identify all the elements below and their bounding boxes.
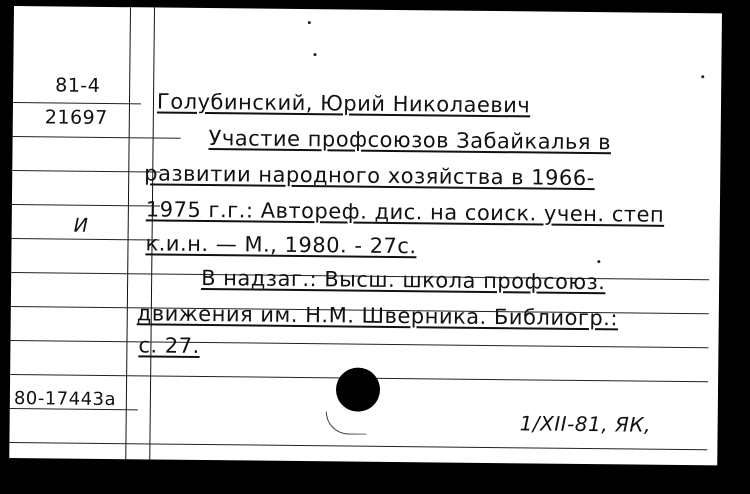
note-line-1: В надзаг.: Высш. школа профсоюз. [201, 265, 606, 295]
title-line-2: развитии народного хозяйства в 1966- [144, 161, 595, 191]
ruled-line [12, 238, 160, 241]
scan-speck [308, 21, 311, 24]
date-stamp: 1/XII-81, ЯК, [519, 411, 652, 437]
call-number-bottom: 21697 [44, 106, 108, 129]
margin-mark: И [73, 214, 89, 237]
imprint-line: к.и.н. — М., 1980. - 27с. [145, 231, 417, 259]
punch-hole [336, 367, 380, 411]
inventory-number: 80-17443а [13, 388, 117, 411]
ruled-line [12, 170, 160, 173]
punch-hole-mark [326, 411, 367, 434]
note-line-3: с. 27. [138, 333, 200, 358]
ruled-line [13, 136, 181, 139]
ruled-line [9, 442, 707, 450]
title-line-3: 1975 г.г.: Автореф. дис. на соиск. учен. степ [145, 197, 665, 227]
call-number-top: 81-4 [55, 74, 101, 97]
ruled-line [12, 204, 160, 207]
title-line-1: Участие профсоюзов Забайкалья в [208, 126, 612, 155]
catalog-card [9, 6, 722, 465]
margin-line-left [125, 7, 131, 459]
ruled-line [10, 340, 708, 348]
ruled-line [13, 102, 141, 104]
scan-speck [597, 260, 600, 263]
note-line-2: движения им. Н.М. Шверника. Библиогр.: [136, 301, 619, 331]
scan-speck [701, 75, 704, 78]
scan-speck [313, 53, 316, 56]
author-heading: Голубинский, Юрий Николаевич [156, 89, 531, 118]
